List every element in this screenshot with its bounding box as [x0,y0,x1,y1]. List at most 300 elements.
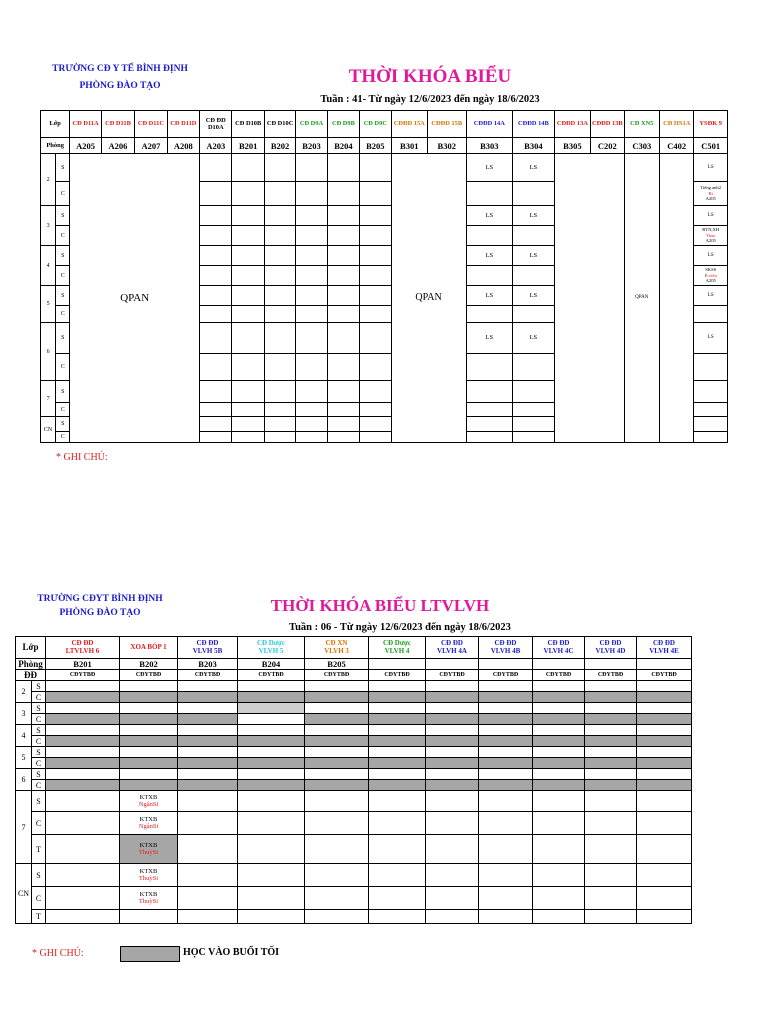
schedule-cell-c501 [694,381,728,403]
schedule-cell-2 [585,769,637,780]
schedule-cell-2 [178,692,238,703]
schedule-cell-2 [637,725,692,736]
schedule-cell [264,226,295,246]
room-code-2: B202 [120,659,178,670]
schedule-cell [296,266,327,286]
schedule-cell-c501: LS [694,206,728,226]
schedule-cell-2 [637,864,692,887]
schedule-cell-2 [426,703,479,714]
room-code: B202 [264,138,295,154]
schedule-cell-2 [585,812,637,835]
room-code-2 [426,659,479,670]
session-label-2: T [32,835,46,864]
schedule-cell-2 [585,747,637,758]
schedule-cell [264,266,295,286]
class-line-1: CĐ Dược [382,639,412,647]
schedule-cell-2 [305,780,369,791]
schedule-cell-2 [120,864,178,887]
room-code: C303 [624,138,659,154]
schedule-cell-2 [238,703,305,714]
schedule-cell-c501 [694,182,728,206]
schedule-cell-2 [305,887,369,910]
schedule-cell [232,432,264,443]
class-line-1: CĐ ĐD [71,639,94,647]
schedule-cell-2 [46,780,120,791]
schedule-cell-c501 [694,432,728,443]
schedule-cell-2 [479,736,533,747]
schedule-cell-2 [533,791,585,812]
schedule-cell-2 [426,758,479,769]
schedule-cell-2 [369,714,426,725]
day-label-2: 5 [16,747,32,769]
schedule-cell-2 [426,864,479,887]
schedule-cell [296,432,327,443]
session-label-2: C [32,714,46,725]
schedule-cell: LS [466,206,513,226]
room-text: A205 [705,196,716,202]
schedule-cell-2 [238,791,305,812]
schedule-cell-2 [238,736,305,747]
class-line-2: VLVH 4 [384,646,410,655]
blank-block-13 [554,154,624,443]
session-label-2: S [32,681,46,692]
room-code: A203 [200,138,232,154]
session-label-2: T [32,910,46,924]
header-lop-2: Lớp [16,637,46,659]
subject-text: Tiếng anh2 [700,185,722,191]
schedule-cell [200,381,232,403]
schedule-cell-2 [426,747,479,758]
schedule-cell-2 [369,835,426,864]
schedule-cell-2 [120,910,178,924]
page-title: THỜI KHÓA BIỂU [348,66,512,87]
location-code: CĐYTBĐ [120,670,178,681]
class-line-1: CĐ ĐD [441,639,463,647]
schedule-cell-2 [178,780,238,791]
schedule-cell-2 [369,910,426,924]
schedule-cell [360,266,391,286]
class-header: CĐ D10B [232,111,264,138]
location-code: CĐYTBĐ [178,670,238,681]
schedule-cell [232,381,264,403]
class-header-2 [305,637,369,659]
schedule-cell [360,206,391,226]
schedule-cell-2 [120,692,178,703]
schedule-cell-2 [120,725,178,736]
schedule-cell [264,306,295,323]
schedule-cell-2 [120,812,178,835]
schedule-cell [513,354,555,381]
schedule-cell-2 [369,780,426,791]
schedule-cell-c501 [694,266,728,286]
class-line-1: CĐ Dược [256,639,286,647]
schedule-cell [466,266,513,286]
schedule-cell-c501: LS [694,286,728,306]
room-code: A206 [101,138,134,154]
schedule-cell [360,246,391,266]
schedule-cell [200,432,232,443]
class-header-2 [637,637,692,659]
page-title-2: THỜI KHÓA BIỂU LTVLVH [270,596,490,615]
class-header-2 [46,637,120,659]
location-code: CĐYTBĐ [426,670,479,681]
day-label-2: 6 [16,769,32,791]
schedule-cell [513,266,555,286]
schedule-cell-2 [637,791,692,812]
schedule-cell-2 [46,887,120,910]
schedule-cell-2 [637,703,692,714]
schedule-cell [200,403,232,417]
schedule-cell-2 [120,747,178,758]
room-code: B201 [232,138,264,154]
room-code: A205 [70,138,101,154]
schedule-cell [200,306,232,323]
schedule-cell-2 [120,681,178,692]
schedule-cell-2 [46,692,120,703]
schedule-cell-2 [120,769,178,780]
session-label-2: C [32,692,46,703]
schedule-cell-2 [120,736,178,747]
schedule-cell [200,286,232,306]
schedule-cell-2 [305,736,369,747]
schedule-cell-2 [426,780,479,791]
schedule-cell [232,226,264,246]
schedule-cell-2 [46,747,120,758]
class-header: CĐĐD 14B [513,111,555,138]
schedule-cell [327,286,359,306]
schedule-cell-2 [637,910,692,924]
schedule-cell-2 [46,725,120,736]
schedule-cell-2 [585,703,637,714]
schedule-cell-2 [479,791,533,812]
class-header-2 [178,637,238,659]
subject-text: KTXB [139,794,158,801]
room-code-2 [369,659,426,670]
schedule-cell [327,354,359,381]
day-label: 3 [41,206,56,246]
schedule-cell-c501: LS [694,246,728,266]
class-header: CĐ XN5 [624,111,659,138]
schedule-cell [264,286,295,306]
schedule-cell-2 [533,910,585,924]
schedule-cell-2 [479,887,533,910]
day-label: 5 [41,286,56,323]
schedule-cell-2 [238,725,305,736]
class-line-2: VLVH 4A [437,646,467,655]
schedule-cell-2 [46,835,120,864]
room-code: A207 [135,138,167,154]
schedule-cell-2 [533,835,585,864]
schedule-cell [513,306,555,323]
subject-text: KTXB [139,891,158,898]
schedule-cell-2 [178,714,238,725]
schedule-cell [513,226,555,246]
schedule-cell-2 [369,681,426,692]
schedule-cell-2 [479,780,533,791]
schedule-cell [360,323,391,354]
schedule-cell-2 [479,725,533,736]
room-code: C501 [694,138,728,154]
class-header: CĐ D11D [167,111,199,138]
schedule-cell [466,432,513,443]
class-header: CĐ D9A [296,111,327,138]
class-header-2 [238,637,305,659]
schedule-cell-2 [533,747,585,758]
schedule-cell [296,226,327,246]
schedule-cell-2 [178,725,238,736]
schedule-cell [327,306,359,323]
schedule-cell [327,381,359,403]
schedule-cell-2 [178,835,238,864]
class-header: YSĐK 9 [694,111,728,138]
schedule-cell [296,154,327,182]
session-label: C [56,306,70,323]
schedule-cell-2 [178,910,238,924]
day-label-2: 2 [16,681,32,703]
qpan-block-15: QPAN [391,154,466,443]
class-header-2 [120,637,178,659]
class-header: CĐ D11A [70,111,101,138]
schedule-cell-2 [585,887,637,910]
schedule-cell-2 [120,791,178,812]
schedule-cell-2 [238,747,305,758]
schedule-cell [327,417,359,432]
schedule-cell [360,403,391,417]
schedule-cell-2 [120,887,178,910]
room-code: B203 [296,138,327,154]
class-header: CĐ HS1A [659,111,693,138]
schedule-cell [466,403,513,417]
schedule-cell-2 [637,812,692,835]
schedule-cell [513,403,555,417]
schedule-cell-2 [479,769,533,780]
qpan-block-xn5: QPAN [624,154,659,443]
session-label-2: S [32,769,46,780]
room-text: A205 [705,278,716,284]
schedule-cell [513,381,555,403]
schedule-cell-2 [426,791,479,812]
subject-text: KTXB [139,842,158,849]
schedule-cell-2 [479,703,533,714]
schedule-cell-2 [46,714,120,725]
schedule-cell-2 [426,714,479,725]
schedule-cell-2 [238,780,305,791]
schedule-cell [200,154,232,182]
schedule-cell [327,432,359,443]
room-code: B205 [360,138,391,154]
schedule-cell [466,226,513,246]
schedule-cell [466,381,513,403]
schedule-cell-2 [533,780,585,791]
schedule-cell-2 [637,747,692,758]
schedule-cell [232,286,264,306]
schedule-cell [264,417,295,432]
class-header: CĐ ĐD D10A [200,111,232,138]
schedule-cell-2 [120,703,178,714]
schedule-cell-2 [120,835,178,864]
schedule-cell [200,417,232,432]
schedule-cell-2 [369,747,426,758]
header-dd: ĐĐ [16,670,46,681]
location-code: CĐYTBĐ [479,670,533,681]
blank-block-hs1a [659,154,693,443]
schedule-cell: LS [466,154,513,182]
schedule-cell [327,182,359,206]
class-line-2: VLVH 5 [258,646,284,655]
room-code: B303 [466,138,513,154]
schedule-cell: LS [466,246,513,266]
schedule-cell [296,323,327,354]
schedule-cell [232,246,264,266]
schedule-cell-2 [585,681,637,692]
schedule-cell-c501 [694,403,728,417]
schedule-cell-c501 [694,417,728,432]
school-name: TRƯỜNG CĐ Y TẾ BÌNH ĐỊNH [52,64,188,74]
schedule-cell-2 [178,791,238,812]
schedule-cell-2 [46,769,120,780]
schedule-cell-2 [479,714,533,725]
schedule-cell-2 [238,769,305,780]
schedule-cell: LS [466,286,513,306]
teacher-text: NgânSi [138,823,159,830]
schedule-cell-2 [585,864,637,887]
schedule-cell-2 [46,910,120,924]
class-line-1: CĐ ĐD [599,639,622,647]
class-header: CĐ D9C [360,111,391,138]
schedule-cell-2 [369,725,426,736]
schedule-cell-2 [369,769,426,780]
session-label-2: C [32,736,46,747]
day-label-2: 7 [16,791,32,864]
schedule-cell [327,226,359,246]
room-code: A208 [167,138,199,154]
schedule-cell-2 [305,769,369,780]
schedule-cell-2 [533,864,585,887]
schedule-cell-2 [238,812,305,835]
day-label-2: CN [16,864,32,924]
class-header-2 [369,637,426,659]
schedule-cell-2 [426,812,479,835]
session-label-2: S [32,703,46,714]
schedule-cell-2 [178,703,238,714]
schedule-cell: LS [466,323,513,354]
schedule-cell-2 [305,910,369,924]
session-label: S [56,154,70,182]
schedule-cell-2 [305,725,369,736]
schedule-cell [360,182,391,206]
class-header-2 [479,637,533,659]
evening-legend-swatch [120,946,180,962]
room-code-2 [585,659,637,670]
schedule-cell-2 [533,887,585,910]
room-code-2 [479,659,533,670]
department-name: PHÒNG ĐÀO TẠO [79,81,161,91]
session-label: C [56,226,70,246]
teacher-text: B.viên [704,272,717,278]
schedule-cell-2 [533,692,585,703]
schedule-cell-2 [369,791,426,812]
schedule-cell-2 [46,703,120,714]
schedule-cell-2 [585,791,637,812]
schedule-cell-2 [479,758,533,769]
schedule-cell-2 [637,835,692,864]
header-phong-2: Phòng [16,659,46,670]
location-code: CĐYTBĐ [533,670,585,681]
teacher-text: ThuỳSi [138,849,159,856]
schedule-cell-2 [533,812,585,835]
schedule-cell: LS [513,154,555,182]
room-code: C402 [659,138,693,154]
session-label: C [56,266,70,286]
session-label-2: S [32,791,46,812]
session-label-2: C [32,780,46,791]
session-label: C [56,432,70,443]
schedule-cell [327,403,359,417]
teacher-text: Thao [705,232,716,238]
schedule-cell-2 [46,681,120,692]
schedule-cell-2 [426,725,479,736]
schedule-cell-2 [426,769,479,780]
schedule-cell-2 [479,835,533,864]
schedule-cell-2 [305,703,369,714]
class-line-2: VLVH 3 [324,646,349,655]
schedule-cell [360,417,391,432]
schedule-cell-2 [305,758,369,769]
class-header: CĐĐD 13B [591,111,624,138]
schedule-cell-2 [178,864,238,887]
schedule-cell [232,206,264,226]
schedule-cell [232,182,264,206]
schedule-cell-2 [585,910,637,924]
schedule-cell-2 [479,910,533,924]
schedule-cell-2 [426,835,479,864]
schedule-cell-2 [238,887,305,910]
schedule-cell [232,154,264,182]
schedule-cell-2 [533,703,585,714]
schedule-cell-c501: LS [694,323,728,354]
schedule-cell-2 [120,780,178,791]
schedule-cell-2 [238,714,305,725]
room-code: B302 [428,138,467,154]
class-header: CĐ D10C [264,111,295,138]
day-label: 4 [41,246,56,286]
schedule-cell-2 [585,736,637,747]
schedule-cell [360,306,391,323]
class-header-2 [533,637,585,659]
schedule-cell-2 [585,780,637,791]
schedule-cell [200,266,232,286]
session-label-2: S [32,725,46,736]
schedule-cell-2 [305,812,369,835]
day-label-2: 3 [16,703,32,725]
schedule-cell-2 [479,812,533,835]
schedule-cell-2 [305,714,369,725]
schedule-cell-2 [585,714,637,725]
subject-text: SKSS [705,267,717,273]
schedule-cell-2 [178,887,238,910]
schedule-cell [296,306,327,323]
schedule-cell-2 [46,791,120,812]
schedule-cell-2 [238,758,305,769]
schedule-cell-2 [637,692,692,703]
schedule-cell-2 [369,703,426,714]
schedule-cell-2 [426,736,479,747]
schedule-cell-2 [238,835,305,864]
schedule-cell-2 [369,887,426,910]
class-header-2 [585,637,637,659]
class-header: CĐ D11B [101,111,134,138]
day-label: CN [41,417,56,443]
